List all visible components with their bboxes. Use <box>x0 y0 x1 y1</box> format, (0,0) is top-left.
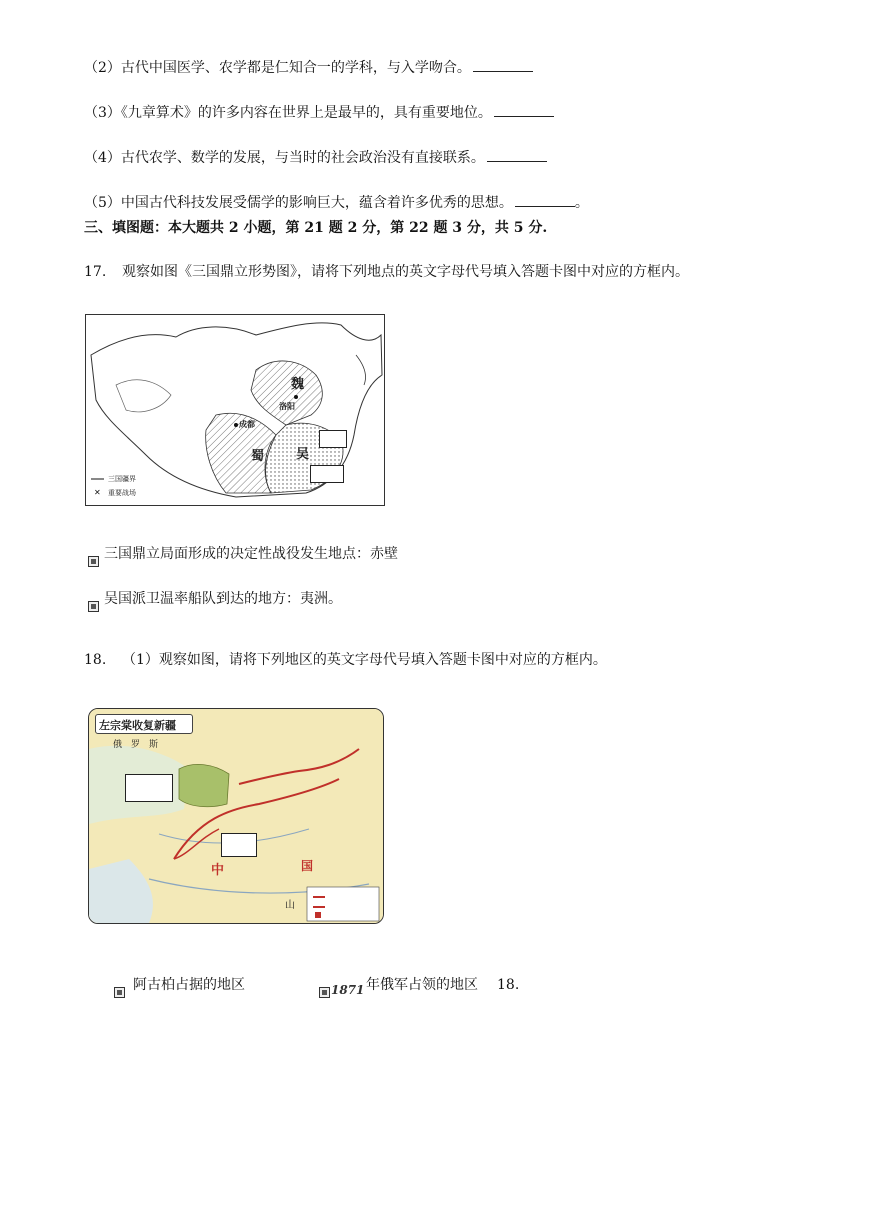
q18-item-a: 阿古柏占据的地区 <box>133 977 245 993</box>
label-wei: 魏 <box>291 377 305 392</box>
answer-blank[interactable] <box>473 59 533 72</box>
question-number: 17. <box>84 264 107 280</box>
question-text: （1）观察如图，请将下列地区的英文字母代号填入答题卡图中对应的方框内。 <box>122 652 607 668</box>
svg-text:✕: ✕ <box>94 488 101 497</box>
q17-item-1: 三国鼎立局面形成的决定性战役发生地点：赤壁 <box>104 546 398 562</box>
q17-item-2: 吴国派卫温率船队到达的地方：夷洲。 <box>104 591 342 607</box>
answer-box-a[interactable] <box>125 774 173 802</box>
statement-text: （2）古代中国医学、农学都是仁知合一的学科，与入学吻合。 <box>84 60 471 76</box>
answer-blank[interactable] <box>494 104 554 117</box>
statement-text: （5）中国古代科技发展受儒学的影响巨大，蕴含着许多优秀的思想。 <box>84 195 513 211</box>
statement-5: （5）中国古代科技发展受儒学的影响巨大，蕴含着许多优秀的思想。 。 <box>84 195 589 211</box>
three-kingdoms-map <box>85 314 385 506</box>
label-shu: 蜀 <box>251 449 265 464</box>
option-marker-icon <box>88 556 99 567</box>
option-marker-icon <box>88 601 99 612</box>
statement-3 <box>84 103 554 123</box>
legend-border: 三国疆界 <box>108 475 136 483</box>
statement-2 <box>84 58 533 78</box>
label-luoyang: 洛阳 <box>279 401 295 411</box>
label-china: 中 <box>211 863 225 878</box>
answer-box-b[interactable] <box>310 465 344 483</box>
q17-prompt <box>84 262 689 282</box>
statement-text: （4）古代农学、数学的发展，与当时的社会政治没有直接联系。 <box>84 150 485 166</box>
option-marker-icon <box>319 987 330 998</box>
answer-blank[interactable] <box>487 149 547 162</box>
section-heading: 三、填图题：本大题共 2 小题，第 21 题 2 分，第 22 题 3 分，共 5 分. <box>84 220 548 236</box>
statement-4 <box>84 148 547 168</box>
q18-year: 1871 <box>331 983 365 997</box>
label-russia: 俄 罗 斯 <box>113 740 159 750</box>
trailing-number: 18. <box>497 977 520 993</box>
answer-box-a[interactable] <box>319 430 347 448</box>
answer-blank[interactable] <box>515 194 575 207</box>
question-text: 观察如图《三国鼎立形势图》，请将下列地点的英文字母代号填入答题卡图中对应的方框内。 <box>122 264 689 280</box>
legend-battlefield: 重要战场 <box>108 489 136 497</box>
q18-prompt <box>84 650 607 670</box>
label-wu: 吴 <box>296 447 310 462</box>
label-mountain: 山 <box>285 900 295 911</box>
option-marker-icon <box>114 987 125 998</box>
answer-box-b[interactable] <box>221 833 257 857</box>
label-chengdu: 成都 <box>239 419 255 429</box>
statement-text: （3）《九章算术》的许多内容在世界上是最早的，具有重要地位。 <box>84 105 492 121</box>
xinjiang-map <box>88 708 384 924</box>
label-country: 国 <box>301 859 314 873</box>
q18-item-b: 年俄军占领的地区 <box>366 977 478 993</box>
question-number: 18. <box>84 652 107 668</box>
map-title: 左宗棠收复新疆 <box>99 719 176 732</box>
